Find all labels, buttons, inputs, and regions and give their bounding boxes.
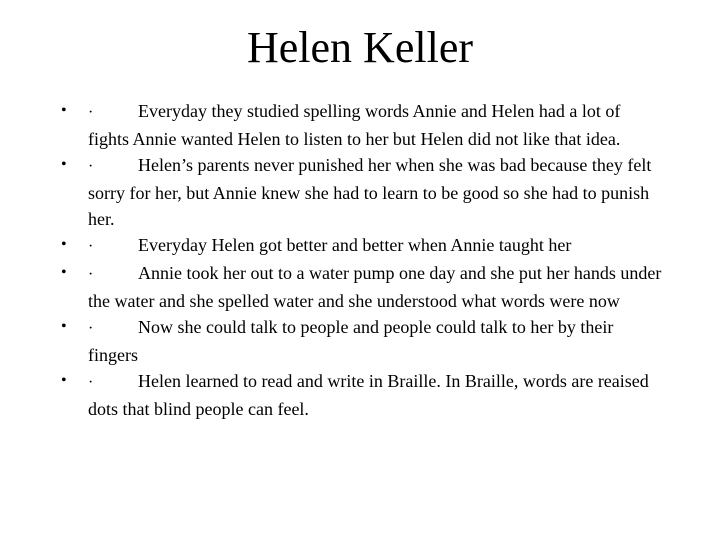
bullet-icon: • xyxy=(61,156,67,173)
bullet-item xyxy=(55,152,665,232)
bullet-icon: • xyxy=(61,372,67,389)
bullet-icon: • xyxy=(61,236,67,253)
inner-bullet-icon: · xyxy=(88,266,94,283)
bullet-text: Everyday they studied spelling words Annie and Helen had a lot of fights Annie wanted Helen to listen to her but Helen did not like that idea. xyxy=(88,101,621,149)
inner-bullet-icon: · xyxy=(88,238,94,255)
bullet-item xyxy=(55,260,665,314)
slide-title: Helen Keller xyxy=(247,23,473,72)
inner-bullet-icon: · xyxy=(88,320,94,337)
bullet-item xyxy=(55,368,665,422)
bullet-text: Helen’s parents never punished her when she was bad because they felt sorry for her, but Annie knew she had to learn to be good so she had to punish her. xyxy=(88,155,652,229)
bullet-icon: • xyxy=(61,318,67,335)
bullet-icon: • xyxy=(61,264,67,281)
inner-bullet-icon: · xyxy=(88,158,94,175)
bullet-text: Everyday Helen got better and better when Annie taught her xyxy=(138,235,572,255)
inner-bullet-icon: · xyxy=(88,104,94,121)
bullet-item xyxy=(55,314,665,368)
bullet-list xyxy=(55,98,665,422)
inner-bullet-icon: · xyxy=(88,374,94,391)
bullet-text: Now she could talk to people and people could talk to her by their fingers xyxy=(88,317,614,365)
bullet-icon: • xyxy=(61,102,67,119)
bullet-text: Annie took her out to a water pump one day and she put her hands under the water and she spelled water and she understood what words were now xyxy=(88,263,662,311)
bullet-item xyxy=(55,232,665,260)
bullet-text: Helen learned to read and write in Braille. In Braille, words are reaised dots that blind people can feel. xyxy=(88,371,649,419)
bullet-item xyxy=(55,98,665,152)
